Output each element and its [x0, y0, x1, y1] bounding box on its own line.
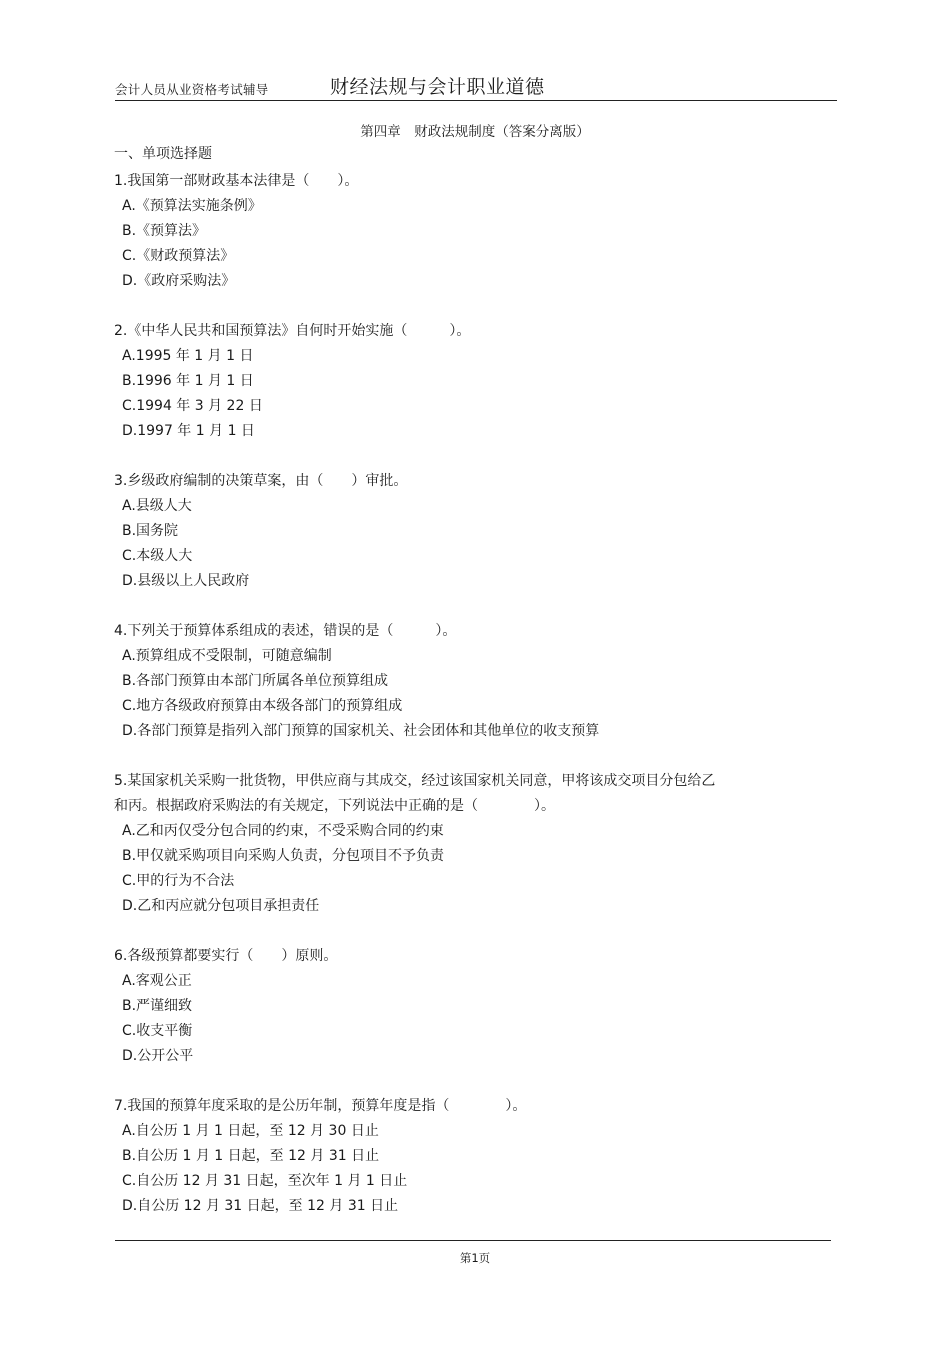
option-c: C.自公历 12 月 31 日起，至次年 1 月 1 日止	[122, 1173, 408, 1189]
question-7	[114, 1094, 814, 1219]
option-a: A.客观公正	[122, 973, 192, 989]
footer-divider	[115, 1240, 831, 1241]
question-1	[114, 169, 814, 294]
option-b: B.国务院	[122, 523, 179, 539]
option-c: C.本级人大	[122, 548, 193, 564]
option-d: D.县级以上人民政府	[122, 573, 250, 589]
page-number: 第1页	[459, 1251, 491, 1265]
option-b: B.严谨细致	[122, 998, 193, 1014]
question-stem-line-2: 和丙。根据政府采购法的有关规定，下列说法中正确的是（ ）。	[114, 798, 555, 814]
question-list	[114, 143, 814, 1244]
option-a: A.自公历 1 月 1 日起，至 12 月 30 日止	[122, 1123, 379, 1139]
chapter-title: 第四章 财政法规制度（答案分离版）	[360, 124, 590, 140]
option-c: C.甲的行为不合法	[122, 873, 235, 889]
option-d: D.自公历 12 月 31 日起，至 12 月 31 日止	[122, 1198, 399, 1214]
question-stem: 3.乡级政府编制的决策草案，由（ ）审批。	[114, 473, 408, 489]
question-6	[114, 944, 814, 1069]
option-a: A.《预算法实施条例》	[122, 198, 262, 214]
option-a: A.预算组成不受限制，可随意编制	[122, 648, 332, 664]
question-stem: 4.下列关于预算体系组成的表述，错误的是（ ）。	[114, 623, 457, 639]
option-b: B.《预算法》	[122, 223, 207, 239]
question-5	[114, 769, 814, 919]
page-header	[115, 70, 837, 101]
header-series: 会计人员从业资格考试辅导	[115, 82, 269, 97]
option-d: D.各部门预算是指列入部门预算的国家机关、社会团体和其他单位的收支预算	[122, 723, 600, 739]
option-d: D.乙和丙应就分包项目承担责任	[122, 898, 320, 914]
question-stem: 2.《中华人民共和国预算法》自何时开始实施（ ）。	[114, 323, 471, 339]
question-stem-line-1: 5.某国家机关采购一批货物，甲供应商与其成交，经过该国家机关同意，甲将该成交项目分包给乙	[114, 773, 716, 789]
question-stem: 7.我国的预算年度采取的是公历年制，预算年度是指（ ）。	[114, 1098, 527, 1114]
option-b: B.各部门预算由本部门所属各单位预算组成	[122, 673, 389, 689]
option-c: C.《财政预算法》	[122, 248, 235, 264]
option-b: B.自公历 1 月 1 日起，至 12 月 31 日止	[122, 1148, 380, 1164]
option-d: D.《政府采购法》	[122, 273, 236, 289]
section-title: 一、单项选择题	[114, 146, 212, 162]
option-c: C.地方各级政府预算由本级各部门的预算组成	[122, 698, 403, 714]
option-b: B.甲仅就采购项目向采购人负责，分包项目不予负责	[122, 848, 445, 864]
option-a: A.乙和丙仅受分包合同的约束，不受采购合同的约束	[122, 823, 444, 839]
option-c: C.收支平衡	[122, 1023, 193, 1039]
header-book-title: 财经法规与会计职业道德	[330, 76, 545, 98]
question-stem: 6.各级预算都要实行（ ）原则。	[114, 948, 338, 964]
question-stem: 1.我国第一部财政基本法律是（ ）。	[114, 173, 359, 189]
option-d: D.1997 年 1 月 1 日	[122, 423, 255, 439]
question-3	[114, 469, 814, 594]
option-b: B.1996 年 1 月 1 日	[122, 373, 254, 389]
question-4	[114, 619, 814, 744]
question-2	[114, 319, 814, 444]
option-d: D.公开公平	[122, 1048, 194, 1064]
option-c: C.1994 年 3 月 22 日	[122, 398, 263, 414]
option-a: A.1995 年 1 月 1 日	[122, 348, 254, 364]
option-a: A.县级人大	[122, 498, 192, 514]
